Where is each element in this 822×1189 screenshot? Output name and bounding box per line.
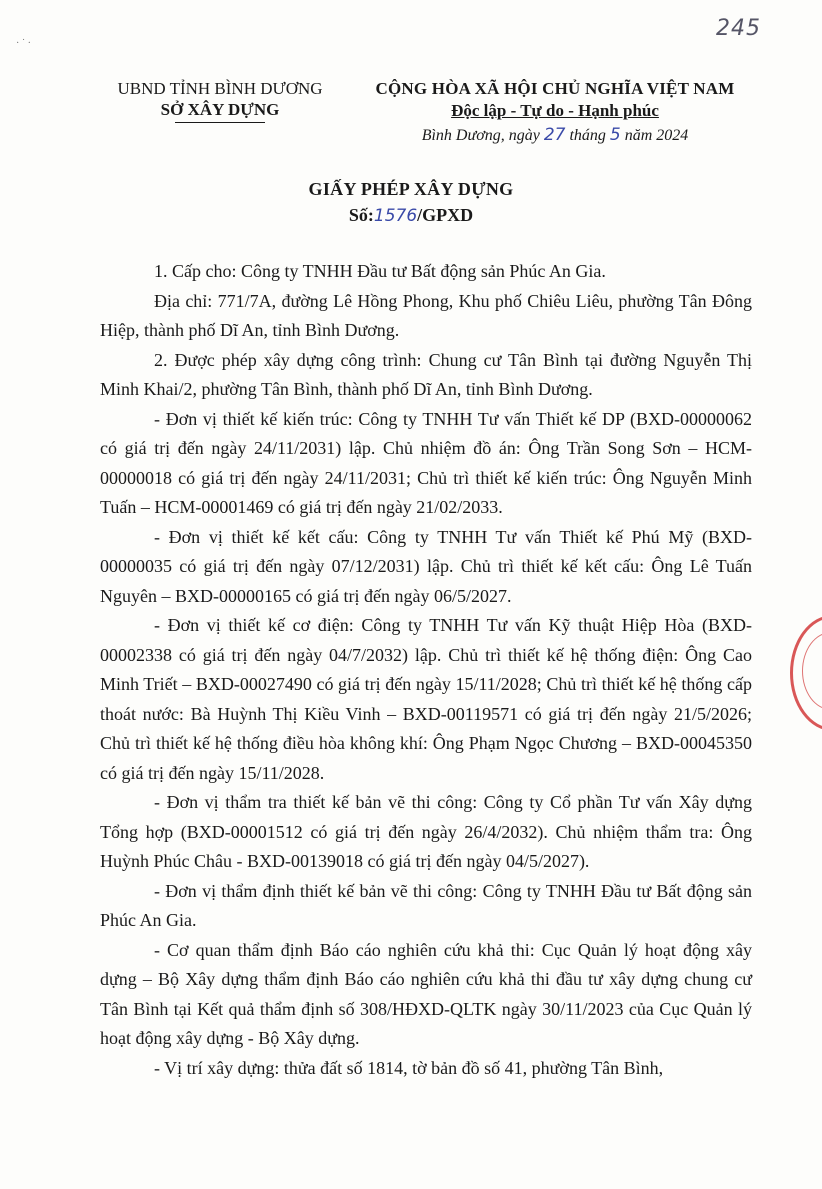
paragraph: - Đơn vị thiết kế kết cấu: Công ty TNHH Tư vấn Thiết kế Phú Mỹ (BXD-00000035 có giá trị đến ngày 07/12/2031) lập. Chủ trì thiết kế kết cấu: Ông Lê Tuấn Nguyên – BXD-00000165 có giá trị đến ngày 06/5/2027. [100,526,752,606]
date-prefix: Bình Dương, ngày [421,127,540,144]
date-month: 5 [609,125,621,145]
paragraph: 1. Cấp cho: Công ty TNHH Đầu tư Bất động sản Phúc An Gia. [154,261,606,281]
nation-title: CỘNG HÒA XÃ HỘI CHỦ NGHĨA VIỆT NAM [375,79,735,98]
agency-underline [175,122,265,123]
scan-specks: · ˙ · [16,38,31,49]
paragraph: - Cơ quan thẩm định Báo cáo nghiên cứu khả thi: Cục Quản lý hoạt động xây dựng – Bộ Xây dựng thẩm định Báo cáo nghiên cứu khả thi đầu tư xây dựng chung cư Tân Bình tại Kết quả thẩm định số 308/HĐXD-QLTK ngày 30/11/2023 của Cục Quản lý hoạt động xây dựng - Bộ Xây dựng. [100,939,752,1048]
agency-name: SỞ XÂY DỰNG [160,100,280,119]
paragraph: Địa chỉ: 771/7A, đường Lê Hồng Phong, Khu phố Chiêu Liêu, phường Tân Đông Hiệp, thành phố Dĩ An, tỉnh Bình Dương. [100,290,752,340]
paragraph: - Đơn vị thẩm tra thiết kế bản vẽ thi công: Công ty Cổ phần Tư vấn Xây dựng Tổng hợp (BXD-00001512 có giá trị đến ngày 26/4/2032). Chủ nhiệm thẩm tra: Ông Huỳnh Phúc Châu - BXD-00139018 có giá trị đến ngày 04/5/2027). [100,792,752,871]
date-year: năm 2024 [624,127,689,144]
paragraph: - Đơn vị thẩm định thiết kế bản vẽ thi công: Công ty TNHH Đầu tư Bất động sản Phúc An Gia. [100,880,752,930]
paragraph: 2. Được phép xây dựng công trình: Chung cư Tân Bình tại đường Nguyễn Thị Minh Khai/2, phường Tân Bình, thành phố Dĩ An, tỉnh Bình Dương. [100,349,752,399]
permit-number-value: 1576 [373,206,418,226]
paragraph: - Đơn vị thiết kế cơ điện: Công ty TNHH Tư vấn Kỹ thuật Hiệp Hòa (BXD-00002338 có giá trị đến ngày 04/7/2032) lập. Chủ trì thiết kế hệ thống điện: Ông Cao Minh Triết – BXD-00027490 có giá trị đến ngày 15/11/2028; Chủ trì thiết kế hệ thống cấp thoát nước: Bà Huỳnh Thị Kiều Vinh – BXD-00119571 có giá trị đến ngày 21/5/2026; Chủ trì thiết kế hệ thống điều hòa không khí: Ông Phạm Ngọc Chương – BXD-00045350 có giá trị đến ngày 15/11/2028. [100,615,752,783]
agency-parent: UBND TỈNH BÌNH DƯƠNG [117,79,323,98]
national-header [345,78,765,147]
permit-number-suffix: /GPXD [417,205,474,225]
date-day: 27 [543,125,566,145]
permit-body [100,257,752,1083]
paragraph: - Đơn vị thiết kế kiến trúc: Công ty TNHH Tư vấn Thiết kế DP (BXD-00000062 có giá trị đến ngày 24/11/2031) lập. Chủ nhiệm đồ án: Ông Trần Song Sơn – HCM-00000018 có giá trị đến ngày 24/11/2031; Chủ trì thiết kế kiến trúc: Ông Nguyễn Minh Tuấn – HCM-00001469 có giá trị đến ngày 21/02/2033. [100,408,752,517]
issuing-agency [100,78,340,123]
document-title: GIẤY PHÉP XÂY DỰNG [308,179,514,199]
issue-date-line [345,124,765,147]
permit-number [0,202,822,229]
handwritten-page-number: 245 [716,16,761,41]
paragraph: - Vị trí xây dựng: thửa đất số 1814, tờ bản đồ số 41, phường Tân Bình, [154,1057,664,1078]
national-motto: Độc lập - Tự do - Hạnh phúc [451,101,659,120]
permit-number-label: Số: [348,205,374,225]
document-title-block [0,176,822,229]
date-month-label: tháng [569,127,606,144]
